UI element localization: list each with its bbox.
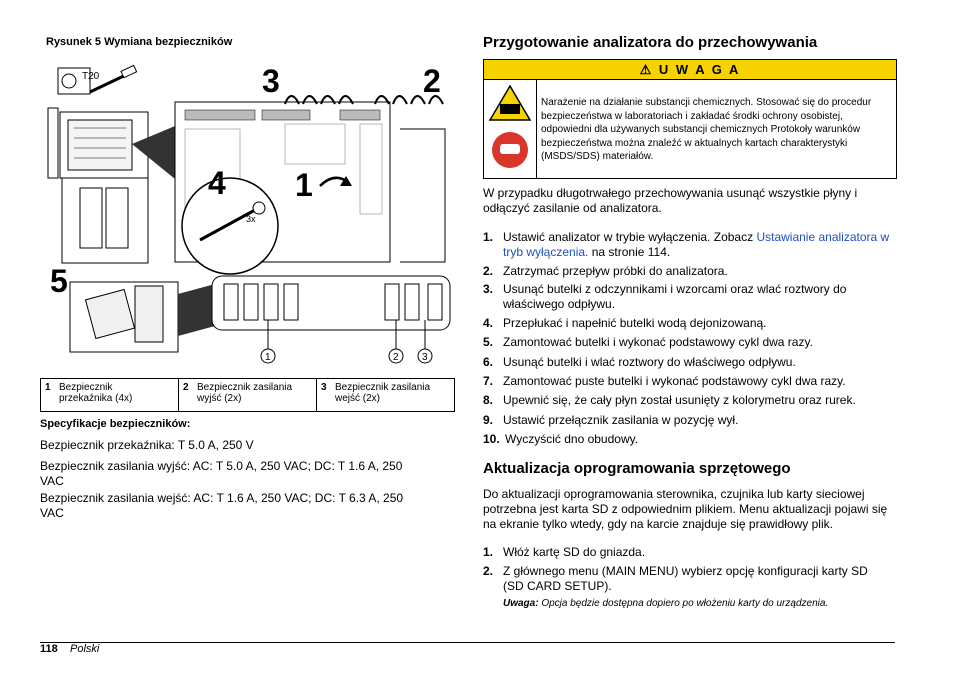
page-number: 118	[40, 643, 58, 655]
spec-input: Bezpiecznik zasilania wejść: AC: T 1.6 A, 250 VAC; DC: T 6.3 A, 250 VAC	[40, 491, 404, 520]
list-item: 1. Ustawić analizator w trybie wyłączenia. Zobacz Ustawianie analizatora w tryb wyłączenia. na stronie 114.	[483, 230, 890, 259]
callout-3: 3	[422, 352, 428, 363]
firmware-note: Uwaga: Opcja będzie dostępna dopiero po włożeniu karty do urządzenia.	[503, 598, 829, 609]
figure-title: Rysunek 5 Wymiana bezpieczników	[46, 36, 233, 48]
fuse-replacement-illustration	[40, 54, 455, 372]
callout-1: 1	[265, 352, 271, 363]
figure-legend-table	[40, 378, 455, 412]
spec-output: Bezpiecznik zasilania wyjść: AC: T 5.0 A, 250 VAC; DC: T 1.6 A, 250 VAC	[40, 459, 403, 488]
spec-title: Specyfikacje bezpieczników:	[40, 418, 191, 430]
protective-gear-icon	[492, 132, 528, 168]
warning-icons	[484, 80, 537, 178]
legend-cell: 2 Bezpiecznik zasilania wyjść (2x)	[179, 379, 317, 412]
legend-cell: 3 Bezpiecznik zasilania wejść (2x)	[317, 379, 455, 412]
storage-heading: Przygotowanie analizatora do przechowywania	[483, 34, 818, 51]
storage-intro: W przypadku długotrwałego przechowywania usunąć wszystkie płyny i odłączyć zasilanie od analizatora.	[483, 186, 858, 215]
warning-text: Narażenie na działanie substancji chemicznych. Stosować się do procedur bezpieczeństwa w laboratoriach i zakładać środki ochrony osobistej, odpowiedni dla używanych substancji chemicznych Protokoły warunków bezpieczeństwa można znaleźć w aktualnych kartach charakterystyki (MSDS/SDS) materiałów.	[541, 97, 872, 162]
step-3-label: 3	[262, 63, 280, 99]
warning-triangle-icon: ⚠	[639, 62, 654, 77]
firmware-heading: Aktualizacja oprogramowania sprzętowego	[483, 460, 791, 477]
firmware-intro: Do aktualizacji oprogramowania sterownika, czujnika lub karty sieciowej potrzebna jest karta SD z odpowiednim plikiem. Menu aktualizacji pojawi się na ekranie tylko wtedy, gdy na karcie znajduje się prawidłowy plik.	[483, 487, 888, 531]
warning-label: U W A G A	[658, 62, 741, 77]
warning-box	[483, 59, 897, 179]
screw-count: 3x	[246, 214, 256, 224]
legend-cell: 1 Bezpiecznik przekaźnika (4x)	[41, 379, 179, 412]
table-row	[41, 379, 455, 412]
callout-2: 2	[393, 352, 399, 363]
shutdown-mode-link[interactable]: Ustawianie analizatora w tryb wyłączenia.	[503, 230, 890, 259]
step-2-label: 2	[423, 63, 441, 99]
footer-language: Polski	[70, 643, 100, 655]
tool-label: T20	[82, 71, 100, 82]
step-5-label: 5	[50, 263, 68, 299]
spec-relay: Bezpiecznik przekaźnika: T 5.0 A, 250 V	[40, 438, 254, 452]
footer-divider	[40, 642, 895, 643]
chemical-hazard-icon	[490, 86, 530, 120]
step-1-label: 1	[295, 167, 313, 203]
step-4-label: 4	[208, 165, 226, 201]
warning-header	[484, 60, 896, 80]
